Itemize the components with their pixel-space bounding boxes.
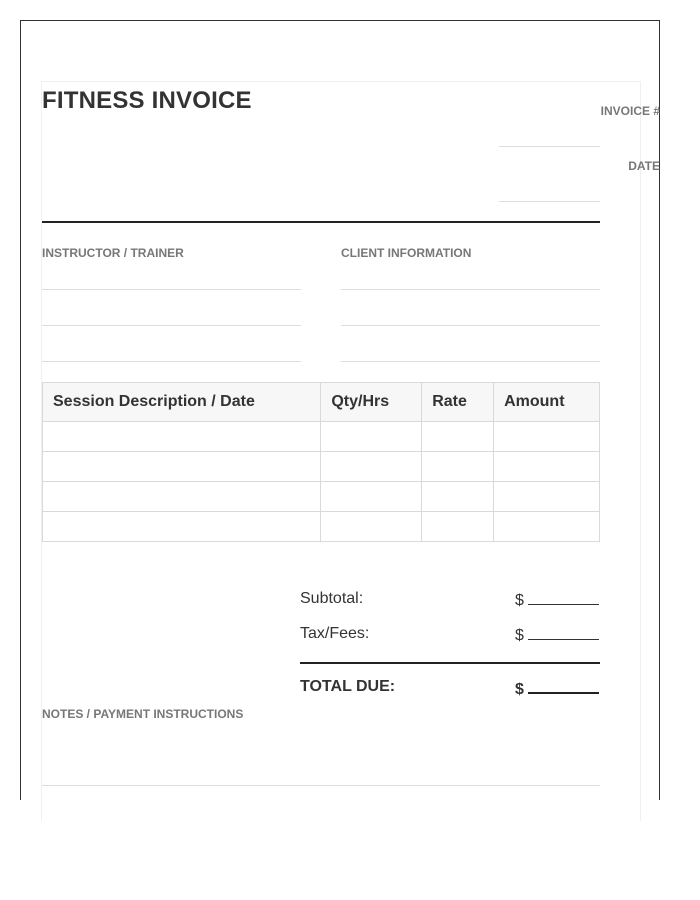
table-cell[interactable] [494,482,600,512]
table-cell[interactable] [43,512,321,542]
column-header-qty: Qty/Hrs [321,383,422,422]
table-cell[interactable] [321,452,422,482]
tax-label: Tax/Fees: [300,625,370,642]
total-due-label: TOTAL DUE: [300,678,396,695]
table-cell[interactable] [43,422,321,452]
total-blank[interactable] [528,678,599,694]
table-row [43,482,600,512]
tax-currency: $ [515,627,524,644]
table-row [43,512,600,542]
table-cell[interactable] [321,482,422,512]
table-cell[interactable] [422,422,494,452]
subtotal-value[interactable] [515,590,599,610]
table-cell[interactable] [43,482,321,512]
table-header-row [43,383,600,422]
date-label: DATE [628,159,660,173]
client-line-1[interactable] [341,289,600,290]
column-header-rate: Rate [422,383,494,422]
column-header-amount: Amount [494,383,600,422]
totals-divider [300,662,600,664]
client-line-2[interactable] [341,325,600,326]
notes-line[interactable] [42,785,600,786]
notes-label: NOTES / PAYMENT INSTRUCTIONS [42,707,244,721]
tax-blank[interactable] [528,625,599,640]
total-due-value[interactable] [515,678,599,699]
instructor-label: INSTRUCTOR / TRAINER [42,246,184,260]
client-line-3[interactable] [341,361,600,362]
table-cell[interactable] [422,512,494,542]
table-cell[interactable] [422,452,494,482]
date-field[interactable] [499,201,600,202]
table-cell[interactable] [43,452,321,482]
table-row [43,422,600,452]
header-divider [42,221,600,223]
table-cell[interactable] [321,422,422,452]
instructor-line-2[interactable] [42,325,301,326]
table-row [43,452,600,482]
instructor-line-3[interactable] [42,361,301,362]
instructor-line-1[interactable] [42,289,301,290]
column-header-description: Session Description / Date [43,383,321,422]
table-cell[interactable] [321,512,422,542]
subtotal-label: Subtotal: [300,590,364,607]
table-cell[interactable] [494,422,600,452]
subtotal-blank[interactable] [528,590,599,605]
total-currency: $ [515,681,524,698]
table-cell[interactable] [422,482,494,512]
subtotal-currency: $ [515,592,524,609]
invoice-number-field[interactable] [499,146,600,147]
tax-value[interactable] [515,625,599,645]
table-cell[interactable] [494,452,600,482]
client-label: CLIENT INFORMATION [341,246,472,260]
invoice-number-label: INVOICE # [600,104,660,118]
line-items-table [42,382,600,542]
table-cell[interactable] [494,512,600,542]
invoice-title: FITNESS INVOICE [42,87,252,114]
